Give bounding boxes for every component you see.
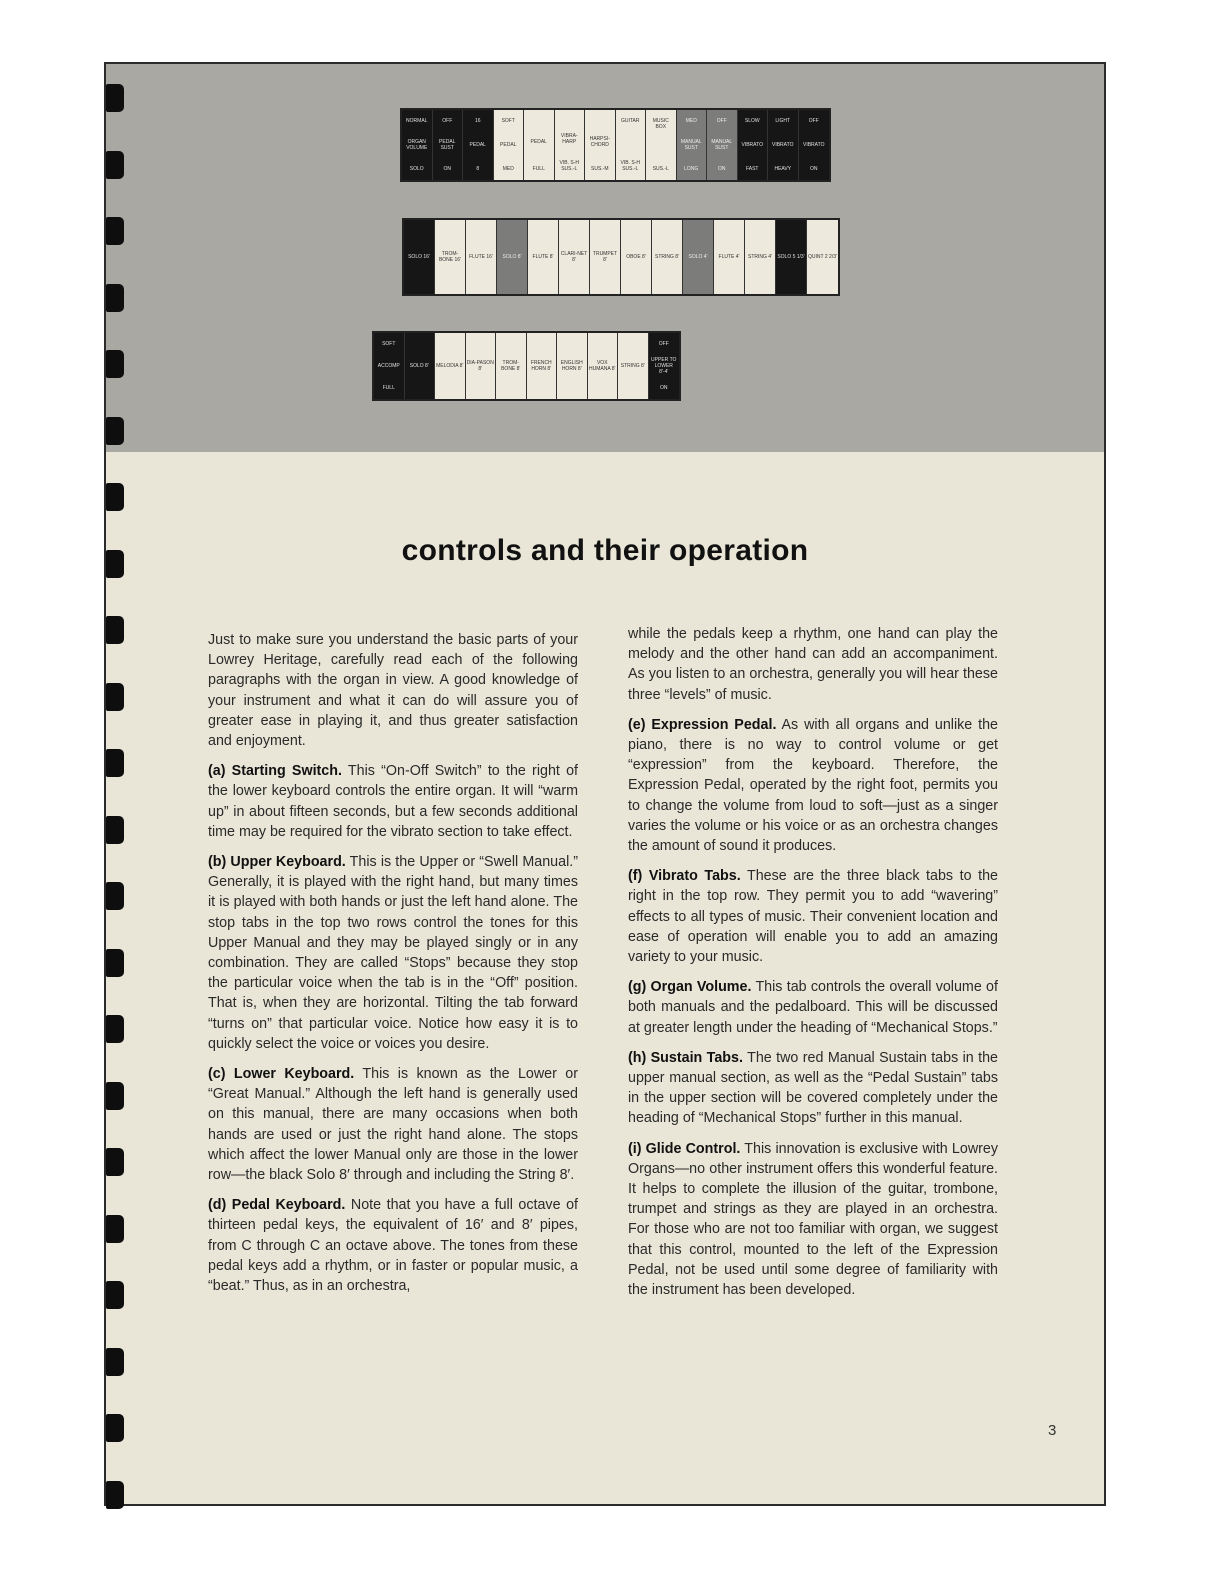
page-heading: controls and their operation	[401, 534, 809, 567]
stop-tab-label-top: OFF	[808, 118, 819, 124]
stop-tab-label-top: MUSIC BOX	[652, 118, 669, 130]
paragraph	[628, 1139, 998, 1301]
stop-tab	[616, 110, 647, 180]
paragraph	[628, 624, 998, 705]
left-column	[208, 630, 578, 1306]
stop-tab-label-mid: PEDAL	[530, 139, 547, 145]
stop-tab	[433, 110, 464, 180]
stop-tab	[435, 220, 466, 294]
stop-tab-label-mid: PEDAL	[500, 142, 517, 148]
stop-tab-label-bot: ON	[810, 166, 818, 172]
stop-tab-label: FLUTE 16'	[469, 254, 493, 260]
stop-tab-label-top: GUITAR	[620, 118, 640, 124]
stop-tab-photo	[106, 64, 1104, 452]
stop-tab-label-bot: FULL	[382, 385, 395, 391]
paragraph-text: This “On-Off Switch” to the right of the lower keyboard controls the entire organ. It will “warm up” in about fifteen seconds, but a few seconds additional time may be required for the vibrato section to take effect.	[208, 763, 579, 840]
stop-tab-label: SOLO 8'	[502, 254, 522, 260]
stop-tab	[559, 220, 590, 294]
stop-tab-label-top: 16	[474, 118, 481, 124]
paragraph-text: This tab controls the overall volume of both manuals and the pedalboard. This will be discussed at greater length under the heading of “Mechanical Stops.”	[628, 979, 998, 1036]
binding-ring	[106, 550, 124, 578]
stop-tab-label-mid: STRING 8'	[620, 363, 645, 369]
stop-tab	[435, 333, 466, 399]
stop-tab-label-top: OFF	[658, 341, 669, 347]
binding-ring	[106, 816, 124, 844]
stop-tab	[677, 110, 708, 180]
stop-tab-label-mid: FRENCH HORN 8'	[530, 360, 552, 372]
stop-tab	[557, 333, 588, 399]
stop-tab-label-bot: FAST	[745, 166, 759, 172]
stop-tab-label: TRUMPET 8'	[592, 251, 618, 263]
paragraph	[628, 977, 998, 1038]
paragraph-text: These are the three black tabs to the right in the top row. They permit you to add “wavering” effects to all types of music. Their convenient location and ease of operation will enable you to add an amazing variety to your music.	[628, 868, 999, 966]
stop-tab-label-mid: UPPER TO LOWER 8'-4'	[651, 357, 677, 375]
stop-tab-label: CLARI-NET 8'	[560, 251, 588, 263]
stop-tab-label: SOLO 5 1/3'	[777, 254, 805, 260]
stop-tab-label-mid: VIBRA-HARP	[560, 133, 578, 145]
paragraph	[208, 1195, 578, 1296]
stop-tab	[497, 220, 528, 294]
paragraph-text: This innovation is exclusive with Lowrey Organs—no other instrument offers this wonderful feature. It helps to complete the illusion of the guitar, trombone, trumpet and strings as they are played in an orchestra. For those who are not too familiar with organ, we suggest that this control, mounted to the left of the Expression Pedal, not be used until some degree of familiarity with the instrument has been developed.	[628, 1140, 998, 1299]
binding-ring	[106, 1348, 124, 1376]
stop-tab	[404, 220, 435, 294]
paragraph-heading: (f) Vibrato Tabs.	[628, 868, 741, 885]
paragraph	[208, 852, 578, 1054]
binding-ring	[106, 1148, 124, 1176]
stop-tab-label-mid: HARPSI-CHORD	[589, 136, 610, 148]
paragraph-heading: (e) Expression Pedal.	[628, 716, 777, 733]
binding-ring	[106, 1481, 124, 1509]
stop-tab	[374, 333, 405, 399]
stop-tab	[714, 220, 745, 294]
binding-ring	[106, 749, 124, 777]
stop-tab-label-bot: VIB. S-H SUS.-L	[620, 160, 640, 172]
binding-ring	[106, 949, 124, 977]
stop-tab-label-top: LIGHT	[775, 118, 791, 124]
paragraph-heading: (c) Lower Keyboard.	[208, 1066, 355, 1083]
binding-ring	[106, 683, 124, 711]
right-column	[628, 624, 998, 1310]
page-number: 3	[1048, 1422, 1057, 1439]
stop-tab	[646, 110, 677, 180]
stop-tab	[528, 220, 559, 294]
stop-tab-label-top: SOFT	[501, 118, 515, 124]
paragraph-text: As with all organs and unlike the piano, there is no way to control volume or get “expression” from the keyboard. Therefore, the Expression Pedal, operated by the right foot, permits you to change the volume from loud to soft—just as a singer varies the volume or his voice or as an orchestra changes the amount of sound it produces.	[628, 716, 998, 855]
stop-tab-label: SOLO 16'	[408, 254, 430, 260]
paragraph	[208, 1064, 578, 1185]
stop-tab-label-bot: LONG	[684, 166, 699, 172]
stop-tab-label-mid: VOX HUMANA 8'	[588, 360, 616, 372]
stop-tab-label-top: NORMAL	[406, 118, 428, 124]
stop-tab-label-mid: MANUAL SUST	[680, 139, 702, 151]
stop-tab-label-bot: HEAVY	[774, 166, 792, 172]
stop-tab-label-mid: SOLO 8'	[409, 363, 429, 369]
stop-tab-label: STRING 8'	[654, 254, 679, 260]
stop-tab-label-bot: 8	[476, 166, 480, 172]
stop-tab	[405, 333, 436, 399]
binding-ring	[106, 1414, 124, 1442]
stop-tab	[496, 333, 527, 399]
stop-tab-label-bot: FULL	[532, 166, 545, 172]
stop-tab-label-mid: PEDAL	[469, 142, 486, 148]
upper-stop-tab-row	[400, 108, 831, 182]
stop-tab-label-bot: ON	[660, 385, 668, 391]
stop-tab-label: STRING 4'	[747, 254, 772, 260]
stop-tab	[494, 110, 525, 180]
middle-stop-tab-row	[402, 218, 840, 296]
binding-ring	[106, 151, 124, 179]
stop-tab	[799, 110, 830, 180]
stop-tab-label-top: MED	[685, 118, 697, 124]
binding-ring	[106, 1281, 124, 1309]
stop-tab-label-mid: VIBRATO	[741, 142, 763, 148]
stop-tab-label-mid: ORGAN VOLUME	[406, 139, 428, 151]
stop-tab-label: QUINT 2 2/3'	[808, 254, 837, 260]
paragraph	[208, 630, 578, 751]
stop-tab	[683, 220, 714, 294]
paragraph-text: Note that you have a full octave of thirteen pedal keys, the equivalent of 16′ and 8′ pipes, from C through C an octave above. The tones from these pedal keys add a rhythm, or in faster or popular music, a “beat.” Thus, as in an orchestra,	[208, 1197, 578, 1295]
paragraph-text: Just to make sure you understand the basic parts of your Lowrey Heritage, carefully read each of the following paragraphs with the organ in view. A good knowledge of your instrument and what it can do will assure you of greater ease in playing it, and thus greater satisfaction and enjoyment.	[208, 632, 578, 750]
stop-tab-label-bot: SUS.-L	[652, 166, 669, 172]
stop-tab-label-mid: TROM-BONE 8'	[501, 360, 521, 372]
stop-tab-label-top: OFF	[442, 118, 453, 124]
stop-tab	[588, 333, 619, 399]
stop-tab-label-bot: SUS.-M	[591, 166, 609, 172]
stop-tab-label-bot: SOLO	[409, 166, 424, 172]
paragraph-heading: (h) Sustain Tabs.	[628, 1049, 743, 1066]
binding-ring	[106, 350, 124, 378]
stop-tab-label-bot: MED	[502, 166, 514, 172]
stop-tab-label: FLUTE 8'	[532, 254, 554, 260]
binding-ring	[106, 84, 124, 112]
stop-tab-label: OBOE 8'	[626, 254, 646, 260]
stop-tab	[466, 220, 497, 294]
stop-tab-label-bot: ON	[718, 166, 726, 172]
stop-tab-label-mid: VIBRATO	[803, 142, 825, 148]
stop-tab-label: FLUTE 4'	[718, 254, 740, 260]
paragraph	[628, 866, 998, 967]
stop-tab	[590, 220, 621, 294]
paragraph	[628, 715, 998, 856]
stop-tab	[402, 110, 433, 180]
stop-tab	[555, 110, 586, 180]
stop-tab	[524, 110, 555, 180]
paragraph-heading: (i) Glide Control.	[628, 1140, 741, 1157]
paragraph-text: while the pedals keep a rhythm, one hand can play the melody and the other hand can add an accompaniment. As you listen to an orchestra, generally you will hear these three “levels” of music.	[628, 626, 998, 703]
paragraph-text: The two red Manual Sustain tabs in the upper manual section, as well as the “Pedal Sustain” tabs in the upper section will be covered completely under the heading of “Mechanical Stops” further in this manual.	[628, 1049, 998, 1127]
stop-tab	[466, 333, 497, 399]
binding-ring	[106, 882, 124, 910]
stop-tab	[527, 333, 558, 399]
stop-tab	[738, 110, 769, 180]
paragraph-text: This is known as the Lower or “Great Manual.” Although the left hand is generally used on this manual, there are many occasions when both hands are used or just the right hand alone. The stops which affect the lower Manual only are those in the lower row—the black Solo 8′ through and including the String 8′.	[208, 1066, 578, 1184]
stop-tab	[807, 220, 838, 294]
paragraph-heading: (d) Pedal Keyboard.	[208, 1197, 346, 1214]
paragraph-text: This is the Upper or “Swell Manual.” Generally, it is played with the right hand, but many times it is played with both hands or just the left hand alone. The stop tabs in the top two rows control the tones for this Upper Manual and they may be played singly or in any combination. They are called “Stops” because they stop the particular voice when the tab is in the “Off” position. That is, when they are horizontal. Tilting the tab forward “turns on” that particular voice. Notice how easy it is to quickly select the voice or voices you desire.	[208, 854, 578, 1052]
binding-ring	[106, 284, 124, 312]
binding-ring	[106, 217, 124, 245]
stop-tab	[776, 220, 807, 294]
binding-ring	[106, 417, 124, 445]
manual-page	[106, 64, 1104, 1504]
stop-tab	[649, 333, 680, 399]
paragraph-heading: (b) Upper Keyboard.	[208, 854, 346, 871]
paragraph-heading: (a) Starting Switch.	[208, 763, 342, 780]
stop-tab	[707, 110, 738, 180]
stop-tab	[745, 220, 776, 294]
spiral-binding	[106, 64, 130, 1504]
binding-ring	[106, 616, 124, 644]
stop-tab-label: SOLO 4'	[688, 254, 708, 260]
stop-tab	[652, 220, 683, 294]
stop-tab-label-top: OFF	[716, 118, 727, 124]
binding-ring	[106, 483, 124, 511]
stop-tab	[768, 110, 799, 180]
stop-tab-label-top: SOFT	[382, 341, 396, 347]
stop-tab	[621, 220, 652, 294]
stop-tab-label-mid: DIA-PASON 8'	[466, 360, 494, 372]
stop-tab-label-mid: ENGLISH HORN 8'	[560, 360, 583, 372]
binding-ring	[106, 1215, 124, 1243]
stop-tab-label: TROM-BONE 16'	[438, 251, 462, 263]
binding-ring	[106, 1015, 124, 1043]
stop-tab	[463, 110, 494, 180]
binding-ring	[106, 1082, 124, 1110]
stop-tab-label-mid: MANUAL SUST	[711, 139, 733, 151]
stop-tab-label-bot: ON	[443, 166, 451, 172]
paragraph	[208, 761, 578, 842]
stop-tab-label-mid: VIBRATO	[772, 142, 794, 148]
stop-tab-label-mid: ACCOMP	[377, 363, 400, 369]
stop-tab-label-bot: VIB. S-H SUS.-L	[559, 160, 579, 172]
paragraph	[628, 1048, 998, 1129]
stop-tab	[585, 110, 616, 180]
stop-tab-label-mid: MELODIA 8'	[436, 363, 464, 369]
lower-stop-tab-row	[372, 331, 681, 401]
stop-tab	[618, 333, 649, 399]
stop-tab-label-mid: PEDAL SUST	[439, 139, 456, 151]
paragraph-heading: (g) Organ Volume.	[628, 979, 752, 996]
stop-tab-label-top: SLOW	[744, 118, 760, 124]
